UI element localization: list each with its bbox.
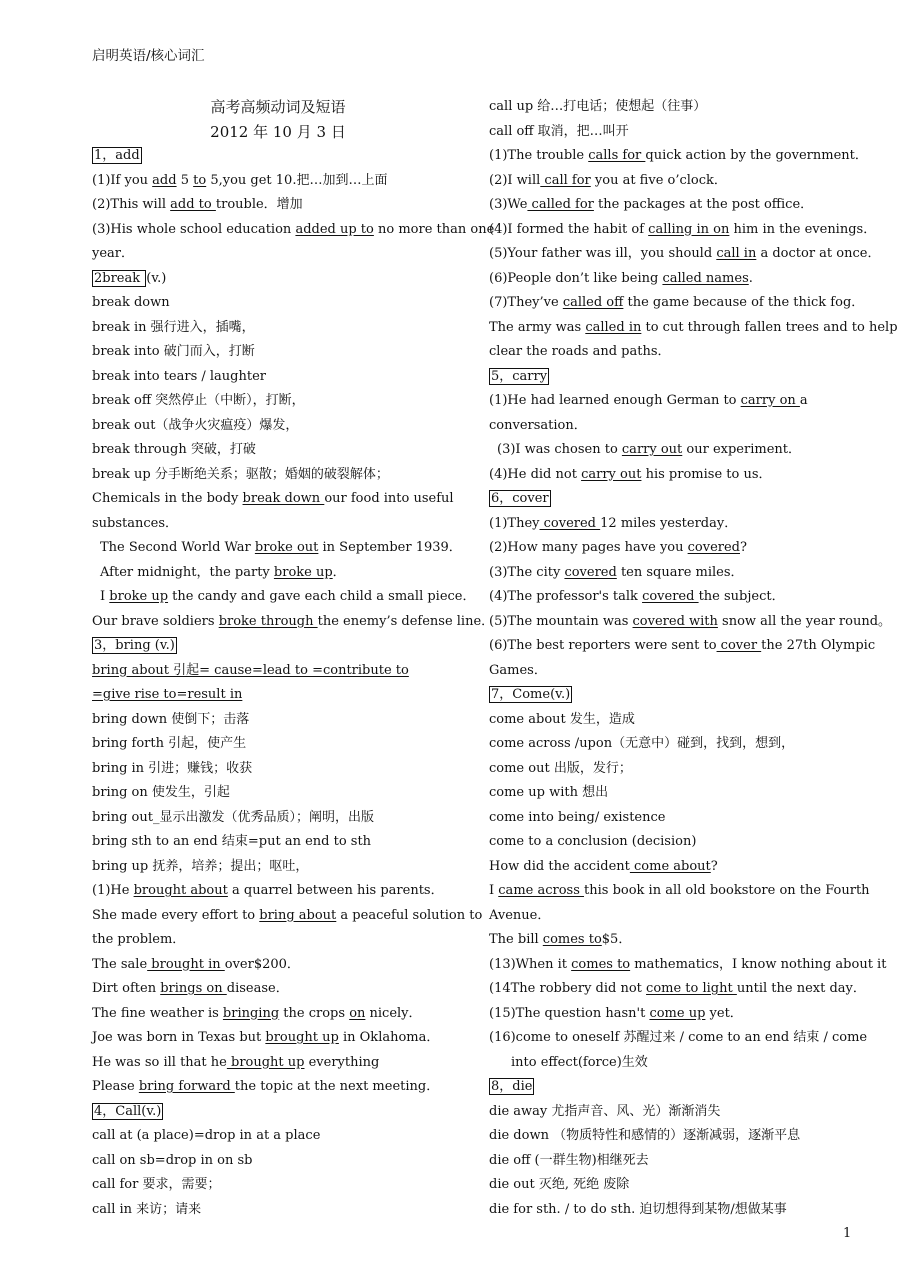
underlined-phrase: brought up bbox=[226, 1054, 305, 1070]
text-line bbox=[489, 218, 877, 243]
text-line bbox=[489, 1149, 861, 1174]
text-line bbox=[92, 1173, 464, 1198]
underlined-phrase: broke through bbox=[218, 613, 318, 629]
text-segment: call up 给…打电话；使想起（往事） bbox=[489, 99, 707, 114]
text-segment: bring out_显示出激发（优秀品质）；阐明，出版 bbox=[92, 809, 374, 825]
text-line bbox=[489, 463, 861, 488]
text-segment: a doctor at once． bbox=[756, 246, 881, 261]
text-line bbox=[489, 316, 898, 341]
page-header: 启明英语/核心词汇 bbox=[92, 48, 205, 64]
text-segment: call in 来访；请来 bbox=[92, 1201, 202, 1217]
text-segment: ten square miles． bbox=[616, 564, 744, 580]
text-line bbox=[489, 95, 861, 120]
section-heading: 2break bbox=[94, 270, 145, 286]
text-segment: until the next day． bbox=[736, 981, 866, 996]
text-line bbox=[92, 291, 464, 316]
text-segment: the packages at the post office． bbox=[593, 197, 814, 212]
underlined-phrase: brought up bbox=[265, 1030, 339, 1045]
text-segment: come into being/ existence bbox=[489, 809, 666, 825]
underlined-phrase: bring forward bbox=[138, 1079, 235, 1094]
text-segment: ? bbox=[740, 540, 747, 555]
text-line bbox=[92, 95, 464, 120]
text-line bbox=[489, 1051, 861, 1076]
underlined-phrase: called for bbox=[527, 197, 594, 212]
text-segment: mathematics，I know nothing about it bbox=[630, 956, 887, 972]
text-segment: Joe was born in Texas but bbox=[92, 1030, 266, 1045]
text-segment: bring in 引进；赚钱；收获 bbox=[92, 760, 253, 776]
text-segment: the crops bbox=[279, 1005, 350, 1021]
underlined-phrase: covered bbox=[564, 564, 617, 580]
text-line bbox=[92, 169, 464, 194]
text-segment: yet． bbox=[705, 1005, 743, 1021]
text-segment: (3)We bbox=[489, 197, 528, 212]
underlined-phrase: bring about 引起= cause=lead to =contribute to bbox=[92, 662, 409, 678]
text-segment: (6)The best reporters were sent to bbox=[489, 638, 717, 653]
text-line bbox=[489, 144, 868, 169]
text-segment: The bill bbox=[489, 932, 543, 947]
underlined-phrase: covered bbox=[687, 540, 740, 555]
text-line bbox=[92, 1002, 464, 1027]
underlined-phrase: broke out bbox=[254, 540, 319, 555]
text-line bbox=[489, 757, 861, 782]
text-segment: Our brave soldiers bbox=[92, 613, 219, 629]
text-segment: break into tears / laughter bbox=[92, 368, 267, 384]
text-line bbox=[489, 610, 892, 635]
text-line bbox=[489, 1198, 861, 1223]
text-line bbox=[92, 487, 464, 512]
text-line bbox=[92, 1100, 464, 1125]
text-line bbox=[489, 904, 861, 929]
text-segment: break down bbox=[92, 295, 170, 310]
text-line bbox=[489, 512, 861, 537]
text-segment: conversation． bbox=[489, 417, 587, 433]
underlined-phrase: comes to bbox=[571, 956, 631, 972]
section-heading: 6，cover bbox=[491, 491, 549, 506]
text-line bbox=[92, 218, 495, 243]
text-line bbox=[92, 928, 464, 953]
text-segment: $5． bbox=[601, 932, 632, 947]
underlined-phrase: add bbox=[152, 172, 177, 188]
text-segment: die away 尤指声音、风、光）渐渐消失 bbox=[489, 1103, 721, 1119]
text-segment: call for 要求，需要； bbox=[92, 1177, 221, 1192]
text-line bbox=[489, 1100, 861, 1125]
text-segment: die off (一群生物)相继死去 bbox=[489, 1152, 649, 1168]
text-segment: die for sth. / to do sth. 迫切想得到某物/想做某事 bbox=[489, 1201, 787, 1217]
text-line bbox=[92, 536, 464, 561]
text-segment: you at five o’clock． bbox=[590, 172, 727, 188]
text-segment: a quarrel between his parents． bbox=[227, 883, 444, 898]
text-line bbox=[92, 267, 464, 292]
underlined-phrase: came across bbox=[498, 883, 585, 898]
underlined-phrase: broke up bbox=[273, 564, 333, 580]
text-line bbox=[92, 340, 464, 365]
text-segment: our food into useful bbox=[324, 491, 454, 506]
text-segment: I bbox=[100, 589, 110, 604]
text-line bbox=[92, 659, 464, 684]
text-segment: (2)I will bbox=[489, 172, 541, 188]
text-line bbox=[489, 1124, 861, 1149]
text-line bbox=[92, 1149, 464, 1174]
text-segment: the subject． bbox=[698, 589, 785, 604]
text-segment: the game because of the thick fog． bbox=[623, 295, 865, 310]
text-segment: the enemy’s defense line． bbox=[317, 613, 495, 629]
text-segment: The army was bbox=[489, 319, 586, 335]
left-column bbox=[92, 95, 495, 1222]
right-column bbox=[489, 95, 898, 1222]
text-segment: (3)I was chosen to bbox=[497, 442, 622, 457]
text-segment: (1)He bbox=[92, 883, 134, 898]
underlined-phrase: brings on bbox=[160, 981, 227, 996]
text-segment: come to a conclusion (decision) bbox=[489, 834, 697, 849]
underlined-phrase: covered bbox=[642, 589, 699, 604]
page-number: 1 bbox=[843, 1226, 852, 1241]
text-line bbox=[92, 1124, 464, 1149]
text-segment: bring on 使发生，引起 bbox=[92, 785, 230, 800]
text-line bbox=[92, 830, 464, 855]
text-segment: She made every effort to bbox=[92, 907, 260, 923]
text-line bbox=[489, 414, 861, 439]
underlined-phrase: brought about bbox=[133, 883, 228, 898]
text-segment: 高考高频动词及短语 bbox=[210, 98, 346, 116]
text-segment: (14The robbery did not bbox=[489, 981, 647, 996]
text-segment: the problem． bbox=[92, 932, 186, 947]
text-segment: call off 取消，把…叫开 bbox=[489, 123, 629, 139]
text-line bbox=[489, 634, 876, 659]
text-segment: nicely． bbox=[365, 1005, 422, 1021]
text-line bbox=[489, 806, 861, 831]
text-segment: (5)Your father was ill，you should bbox=[489, 246, 717, 261]
underlined-phrase: call in bbox=[716, 246, 757, 261]
text-segment: bring down 使倒下；击落 bbox=[92, 711, 250, 727]
text-segment: come across /upon（无意中）碰到，找到，想到， bbox=[489, 736, 795, 751]
text-line bbox=[489, 169, 861, 194]
text-line bbox=[489, 732, 861, 757]
text-line bbox=[92, 316, 464, 341]
text-line bbox=[489, 487, 861, 512]
underlined-phrase: add to bbox=[170, 197, 216, 212]
text-segment: ? bbox=[710, 858, 718, 874]
text-line bbox=[92, 512, 464, 537]
text-segment: this book in all old bookstore on the Fourth bbox=[584, 883, 870, 898]
text-segment: 5 bbox=[176, 172, 194, 188]
text-segment: him in the evenings． bbox=[729, 221, 877, 237]
text-segment: come up with 想出 bbox=[489, 785, 609, 800]
text-line bbox=[489, 291, 865, 316]
text-segment: break in 强行进入，插嘴， bbox=[92, 319, 255, 335]
text-line bbox=[489, 585, 861, 610]
underlined-phrase: broke up bbox=[109, 589, 169, 604]
underlined-phrase: called names bbox=[662, 270, 749, 286]
underlined-phrase: brought in bbox=[147, 956, 225, 972]
text-line bbox=[489, 340, 861, 365]
underlined-phrase: bring about bbox=[259, 907, 337, 923]
text-line bbox=[489, 365, 861, 390]
text-segment: a bbox=[799, 393, 808, 408]
underlined-phrase: called in bbox=[585, 319, 642, 335]
text-line bbox=[489, 267, 861, 292]
text-segment: into effect(force)生效 bbox=[511, 1054, 648, 1070]
text-segment: the 27th Olympic bbox=[761, 638, 876, 653]
underlined-phrase: come up bbox=[649, 1005, 706, 1021]
section-heading: 3，bring (v.) bbox=[94, 638, 175, 653]
text-segment: (5)The mountain was bbox=[489, 613, 633, 629]
text-segment: (1)They bbox=[489, 515, 540, 531]
text-segment: break up 分手断绝关系；驱散；婚姻的破裂解体； bbox=[92, 466, 389, 482]
text-line bbox=[489, 683, 861, 708]
text-segment: his promise to us． bbox=[641, 466, 772, 482]
text-line bbox=[489, 1075, 861, 1100]
text-segment: to cut through fallen trees and to help bbox=[641, 319, 898, 335]
text-segment: a peaceful solution to bbox=[336, 907, 483, 923]
text-line bbox=[92, 463, 464, 488]
text-segment: After midnight，the party bbox=[100, 564, 274, 580]
text-segment: Dirt often bbox=[92, 981, 161, 996]
underlined-phrase: =give rise to=result in bbox=[92, 687, 243, 702]
section-heading: 4，Call(v.) bbox=[94, 1103, 162, 1119]
text-line bbox=[489, 1173, 861, 1198]
underlined-phrase: come about bbox=[629, 858, 711, 874]
text-segment: Avenue． bbox=[489, 907, 551, 923]
text-segment: (1)He had learned enough German to bbox=[489, 393, 741, 408]
text-line bbox=[489, 1026, 868, 1051]
text-segment: (16)come to oneself 苏醒过来 / come to an end 结束 / come bbox=[489, 1030, 868, 1045]
text-segment: I bbox=[489, 883, 499, 898]
text-line bbox=[489, 830, 861, 855]
text-segment: How did the accident bbox=[489, 858, 630, 874]
text-line bbox=[489, 120, 861, 145]
text-segment: the candy and gave each child a small piece． bbox=[168, 589, 476, 604]
text-segment: everything bbox=[304, 1054, 380, 1070]
text-line bbox=[92, 1198, 464, 1223]
text-segment: The sale bbox=[92, 956, 148, 972]
text-segment: (3)The city bbox=[489, 564, 565, 580]
text-segment: He was so ill that he bbox=[92, 1054, 227, 1070]
text-segment: (v.) bbox=[146, 270, 167, 286]
text-line bbox=[92, 781, 464, 806]
text-segment: 2012 年 10 月 3 日 bbox=[210, 122, 346, 141]
text-line bbox=[489, 977, 866, 1002]
underlined-phrase: bringing bbox=[222, 1005, 280, 1021]
text-segment: come out 出版，发行； bbox=[489, 760, 632, 776]
text-line bbox=[92, 634, 464, 659]
text-line bbox=[489, 855, 861, 880]
text-line bbox=[489, 781, 861, 806]
text-segment: over$200． bbox=[224, 956, 300, 972]
underlined-phrase: calls for bbox=[588, 148, 646, 163]
text-segment: our experiment． bbox=[682, 442, 801, 457]
underlined-phrase: call for bbox=[540, 172, 591, 188]
text-segment: (3)His whole school education bbox=[92, 221, 296, 237]
text-segment: the topic at the next meeting． bbox=[234, 1079, 440, 1094]
text-segment: The fine weather is bbox=[92, 1005, 223, 1021]
text-line bbox=[92, 193, 464, 218]
text-segment: break into 破门而入，打断 bbox=[92, 344, 255, 359]
text-segment: come about 发生，造成 bbox=[489, 711, 635, 727]
text-line bbox=[489, 1002, 861, 1027]
text-line bbox=[489, 953, 887, 978]
underlined-phrase: comes to bbox=[542, 932, 602, 947]
text-segment: Games． bbox=[489, 662, 547, 678]
section-heading: 5，carry bbox=[491, 368, 548, 384]
text-segment: (4)I formed the habit of bbox=[489, 221, 649, 237]
section-heading: 7，Come(v.) bbox=[491, 687, 571, 702]
text-segment: (4)He did not bbox=[489, 466, 582, 482]
text-line bbox=[92, 365, 464, 390]
text-line bbox=[489, 928, 861, 953]
text-segment: (2)How many pages have you bbox=[489, 540, 688, 555]
text-line bbox=[489, 659, 861, 684]
underlined-phrase: to bbox=[193, 172, 207, 188]
text-line bbox=[489, 708, 861, 733]
underlined-phrase: called off bbox=[562, 295, 624, 310]
text-segment: (1)If you bbox=[92, 172, 153, 188]
text-segment: die out 灭绝, 死绝 废除 bbox=[489, 1177, 630, 1192]
text-segment: (6)People don’t like being bbox=[489, 270, 663, 286]
text-line bbox=[92, 1075, 464, 1100]
text-segment: call on sb=drop in on sb bbox=[92, 1152, 253, 1168]
text-segment: ． bbox=[332, 564, 346, 580]
text-line bbox=[92, 438, 464, 463]
underlined-phrase: covered with bbox=[632, 613, 718, 629]
text-segment: call at (a place)=drop in at a place bbox=[92, 1128, 321, 1143]
text-line bbox=[489, 536, 861, 561]
text-line bbox=[92, 953, 464, 978]
text-line bbox=[92, 855, 464, 880]
text-line bbox=[92, 683, 464, 708]
text-segment: 5,you get 10.把…加到…上面 bbox=[206, 172, 388, 188]
text-segment: no more than one bbox=[373, 221, 495, 237]
text-segment: bring up 抚养，培养；提出；呕吐， bbox=[92, 858, 309, 874]
underlined-phrase: break down bbox=[242, 491, 325, 506]
text-segment: (1)The trouble bbox=[489, 148, 589, 163]
text-segment: substances． bbox=[92, 515, 179, 531]
text-line bbox=[92, 806, 464, 831]
text-line bbox=[92, 389, 464, 414]
text-segment: break through 突破，打破 bbox=[92, 442, 256, 457]
text-line bbox=[92, 585, 476, 610]
text-segment: die down （物质特性和感情的）逐渐减弱，逐渐平息 bbox=[489, 1128, 801, 1143]
text-line bbox=[92, 414, 464, 439]
text-line bbox=[92, 610, 495, 635]
text-segment: The Second World War bbox=[100, 540, 255, 555]
text-line bbox=[92, 977, 464, 1002]
text-segment: (2)This will bbox=[92, 197, 171, 212]
text-segment: (4)The professor's talk bbox=[489, 589, 643, 604]
text-line bbox=[489, 242, 881, 267]
text-segment: year． bbox=[92, 246, 135, 261]
text-line bbox=[92, 757, 464, 782]
text-line bbox=[489, 193, 861, 218]
text-line bbox=[489, 438, 861, 463]
text-line bbox=[489, 561, 861, 586]
underlined-phrase: calling in on bbox=[648, 221, 730, 237]
text-line bbox=[92, 561, 464, 586]
text-segment: break off 突然停止（中断），打断， bbox=[92, 393, 305, 408]
text-segment: snow all the year round。 bbox=[717, 613, 892, 629]
text-segment: (13)When it bbox=[489, 956, 572, 972]
text-segment: bring sth to an end 结束=put an end to sth bbox=[92, 834, 372, 849]
text-segment: trouble．增加 bbox=[215, 197, 303, 212]
text-segment: clear the roads and paths． bbox=[489, 344, 671, 359]
section-heading: 8，die bbox=[491, 1079, 533, 1094]
text-segment: break out（战争火灾瘟疫）爆发， bbox=[92, 417, 299, 433]
text-segment: in September 1939． bbox=[318, 540, 462, 555]
text-line bbox=[92, 904, 483, 929]
text-segment: Chemicals in the body bbox=[92, 491, 243, 506]
text-segment: 12 miles yesterday． bbox=[600, 515, 738, 531]
underlined-phrase: on bbox=[349, 1005, 366, 1021]
underlined-phrase: come to light bbox=[646, 981, 737, 996]
underlined-phrase: carry on bbox=[740, 393, 800, 408]
text-segment: . bbox=[748, 270, 753, 286]
text-line bbox=[489, 389, 861, 414]
text-segment: quick action by the government． bbox=[645, 148, 868, 163]
text-segment: disease． bbox=[226, 981, 289, 996]
underlined-phrase: covered bbox=[539, 515, 601, 531]
text-segment: (15)The question hasn't bbox=[489, 1005, 650, 1021]
text-segment: Please bbox=[92, 1079, 139, 1094]
text-line bbox=[92, 1051, 464, 1076]
underlined-phrase: added up to bbox=[295, 221, 374, 237]
text-segment: bring forth 引起，使产生 bbox=[92, 736, 247, 751]
text-line bbox=[92, 242, 464, 267]
text-segment: (7)They’ve bbox=[489, 295, 563, 310]
text-line bbox=[92, 144, 464, 169]
text-line bbox=[92, 732, 464, 757]
text-line bbox=[489, 879, 870, 904]
text-line bbox=[92, 1026, 464, 1051]
section-heading: 1，add bbox=[94, 148, 140, 163]
underlined-phrase: carry out bbox=[581, 466, 642, 482]
underlined-phrase: carry out bbox=[621, 442, 683, 457]
text-line bbox=[92, 708, 464, 733]
text-line bbox=[92, 879, 464, 904]
text-segment: in Oklahoma． bbox=[338, 1030, 440, 1045]
underlined-phrase: cover bbox=[716, 638, 762, 653]
text-line bbox=[92, 120, 464, 145]
